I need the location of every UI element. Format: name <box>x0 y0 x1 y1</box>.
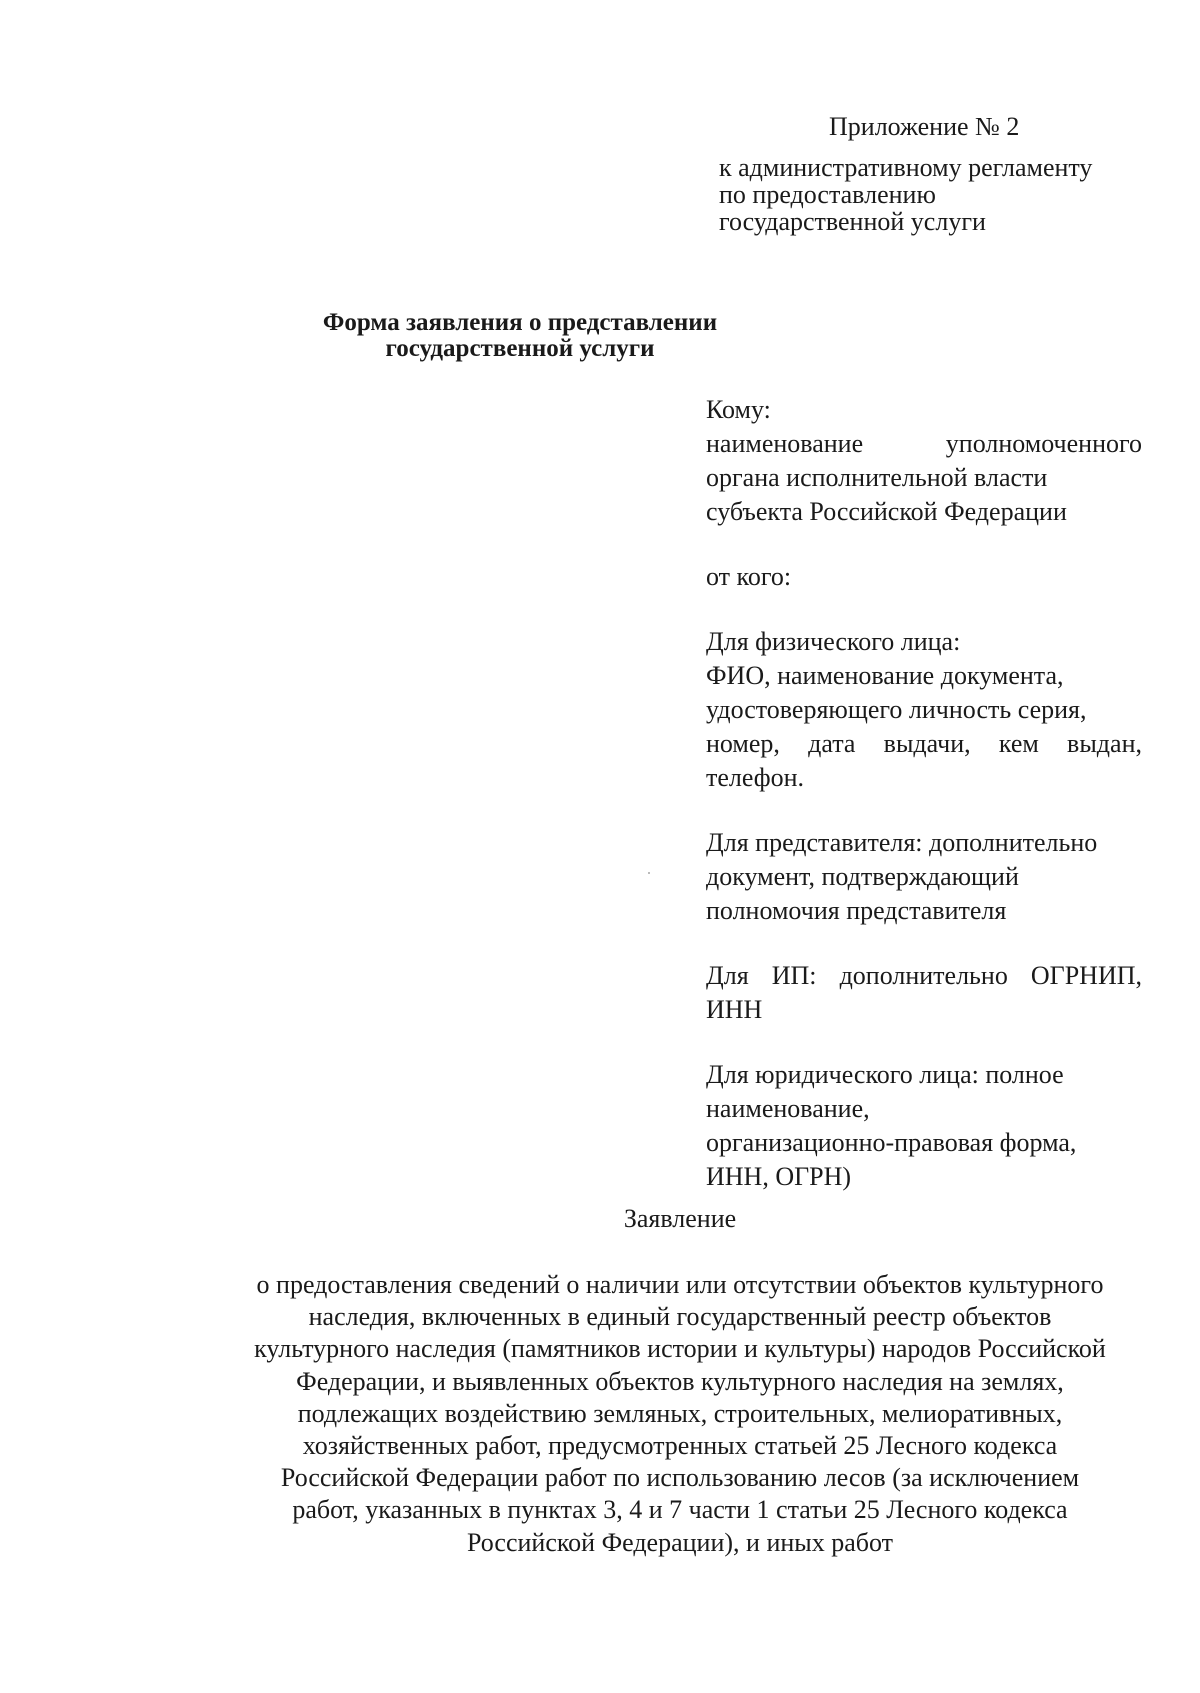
statement-line: культурного наследия (памятников истории и культуры) народов Российской <box>254 1334 1106 1364</box>
representative-line: полномочия представителя <box>706 896 1007 925</box>
individual-line: ФИО, наименование документа, <box>706 661 1064 690</box>
representative-line: документ, подтверждающий <box>706 862 1019 891</box>
to-line: органа исполнительной власти <box>706 463 1048 492</box>
form-title-line: государственной услуги <box>385 335 655 362</box>
form-title-line: Форма заявления о представлении <box>322 309 718 336</box>
statement-line: Федерации, и выявленных объектов культурного наследия на землях, <box>296 1366 1064 1396</box>
statement-line: Российской Федерации работ по использованию лесов (за исключением <box>280 1463 1080 1493</box>
annex-header <box>719 112 1139 235</box>
form-title <box>300 310 740 362</box>
statement-title: Заявление <box>623 1204 737 1233</box>
to-label: Кому: <box>706 395 771 424</box>
legal-entity-line: организационно-правовая форма, <box>706 1128 1077 1157</box>
representative-line: Для представителя: дополнительно <box>706 828 1098 857</box>
to-line: наименование уполномоченного <box>706 429 1142 458</box>
statement-line: Российской Федерации), и иных работ <box>466 1527 894 1557</box>
statement-line: работ, указанных в пунктах 3, 4 и 7 части 1 статьи 25 Лесного кодекса <box>292 1495 1068 1525</box>
legal-entity-line: ИНН, ОГРН) <box>706 1162 852 1191</box>
individual-line: удостоверяющего личность серия, <box>706 695 1087 724</box>
statement-line: о предоставления сведений о наличии или отсутствии объектов культурного <box>256 1270 1104 1299</box>
from-label: от кого: <box>706 562 792 591</box>
legal-entity-line: Для юридического лица: полное <box>706 1060 1064 1089</box>
statement-line: хозяйственных работ, предусмотренных статьей 25 Лесного кодекса <box>302 1431 1058 1461</box>
individual-line: телефон. <box>706 763 804 792</box>
annex-line: по предоставлению <box>719 180 936 209</box>
statement-line: наследия, включенных в единый государственный реестр объектов <box>308 1302 1052 1332</box>
addressee-block <box>706 393 1142 1194</box>
statement-line: подлежащих воздействию земляных, строительных, мелиоративных, <box>297 1398 1063 1428</box>
annex-title: Приложение № 2 <box>829 112 1020 141</box>
entrepreneur-line: Для ИП: дополнительно ОГРНИП, <box>706 961 1142 990</box>
individual-line: Для физического лица: <box>706 627 961 656</box>
scan-speck <box>648 872 650 874</box>
to-line: субъекта Российской Федерации <box>706 497 1067 526</box>
annex-line: государственной услуги <box>719 207 986 236</box>
individual-line: номер, дата выдачи, кем выдан, <box>706 729 1142 758</box>
entrepreneur-line: ИНН <box>706 995 763 1024</box>
legal-entity-line: наименование, <box>706 1094 870 1123</box>
statement-body <box>200 1269 1160 1559</box>
annex-line: к административному регламенту <box>719 153 1093 182</box>
